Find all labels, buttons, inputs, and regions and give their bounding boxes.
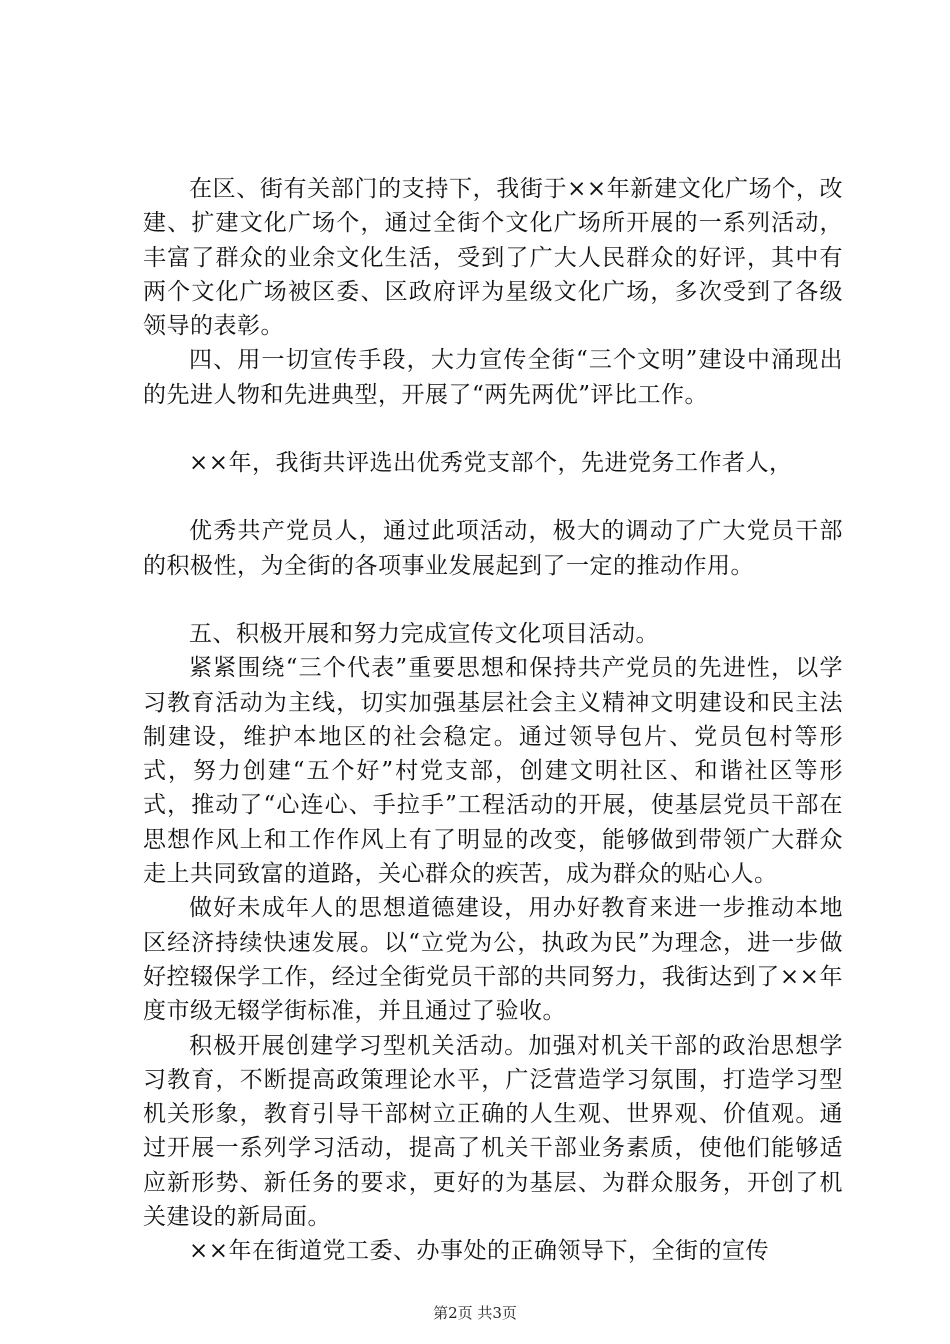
paragraph-culture-squares: 在区、街有关部门的支持下，我街于××年新建文化广场个，改建、扩建文化广场个，通过全街个文化广场所开展的一系列活动，丰富了群众的业余文化生活，受到了广大人民群众的好评，其中有两个文化广场被区委、区政府评为星级文化广场，多次受到了各级领导的表彰。 bbox=[143, 176, 843, 340]
paragraph-youth-education: 做好未成年人的思想道德建设，用办好教育来进一步推动本地区经济持续快速发展。以“立党为公，执政为民”为理念，进一步做好控辍保学工作，经过全街党员干部的共同努力，我街达到了××年度市级无辍学街标准，并且通过了验收。 bbox=[143, 895, 843, 1025]
paragraph-learning-organization: 积极开展创建学习型机关活动。加强对机关干部的政治思想学习教育，不断提高政策理论水平，广泛营造学习氛围，打造学习型机关形象，教育引导干部树立正确的人生观、世界观、价值观。通过开展一系列学习活动，提高了机关干部业务素质，使他们能够适应新形势、新任务的要求，更好的为基层、为群众服务，开创了机关建设的新局面。 bbox=[143, 1032, 843, 1231]
paragraph-party-member-awards: 优秀共产党员人，通过此项活动，极大的调动了广大党员干部的积极性，为全街的各项事业发展起到了一定的推动作用。 bbox=[143, 518, 843, 579]
document-body bbox=[143, 172, 843, 1269]
paragraph-closing: ××年在街道党工委、办事处的正确领导下，全街的宣传 bbox=[189, 1238, 770, 1265]
page-number-footer: 第2页 共3页 bbox=[433, 1304, 517, 1322]
paragraph-section-four: 四、用一切宣传手段，大力宣传全街“三个文明”建设中涌现出的先进人物和先进典型，开展了“两先两优”评比工作。 bbox=[143, 347, 843, 408]
paragraph-three-represents: 紧紧围绕“三个代表”重要思想和保持共产党员的先进性，以学习教育活动为主线，切实加强基层社会主义精神文明建设和民主法制建设，维护本地区的社会稳定。通过领导包片、党员包村等形式，努力创建“五个好”村党支部，创建文明社区、和谐社区等形式，推动了“心连心、手拉手”工程活动的开展，使基层党员干部在思想作风上和工作作风上有了明显的改变，能够做到带领广大群众走上共同致富的道路，关心群众的疾苦，成为群众的贴心人。 bbox=[143, 655, 843, 888]
paragraph-party-branch-awards: ××年，我街共评选出优秀党支部个，先进党务工作者人， bbox=[189, 450, 793, 477]
paragraph-section-five: 五、积极开展和努力完成宣传文化项目活动。 bbox=[189, 620, 659, 647]
